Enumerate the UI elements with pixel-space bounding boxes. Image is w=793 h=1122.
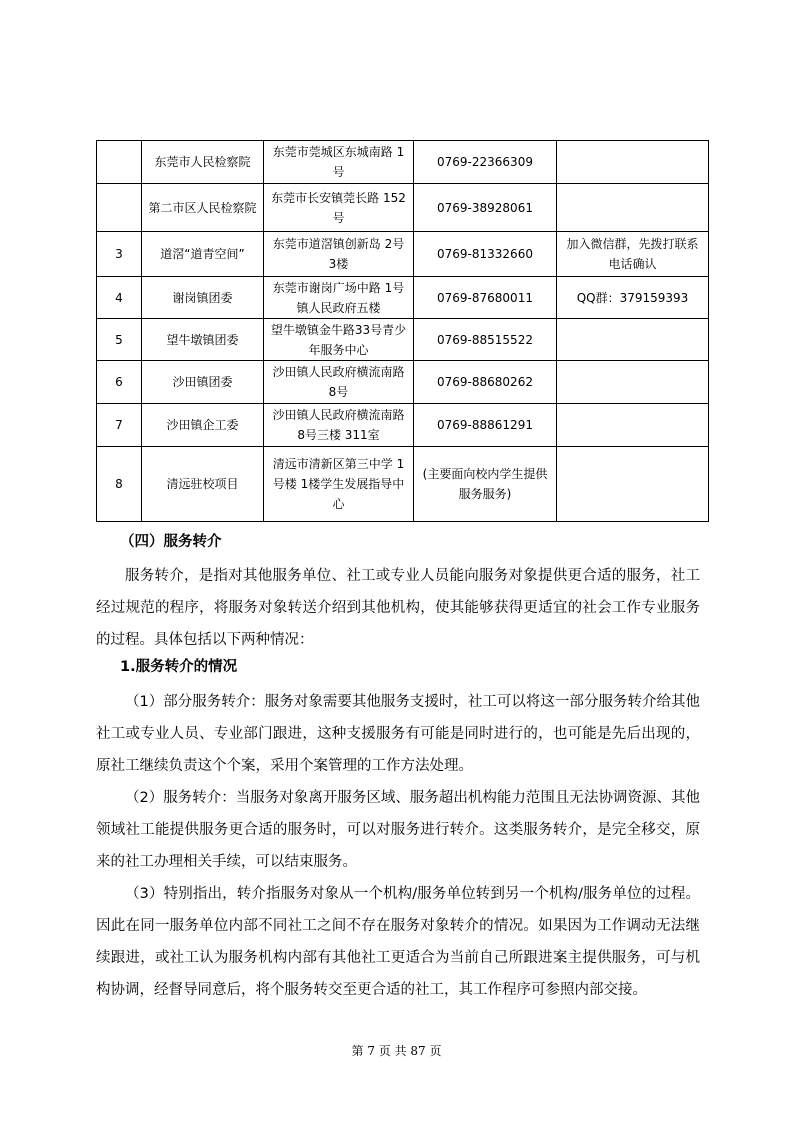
org-address: 东莞市道滘镇创新岛 2号 3楼: [264, 232, 414, 277]
table-row: [97, 404, 709, 447]
paragraph-full-referral: （2）服务转介：当服务对象离开服务区域、服务超出机构能力范围且无法协调资源、其他领域社工能提供服务更合适的服务时，可以对服务进行转介。这类服务转介，是完全移交，原来的社工办理相关手续，可以结束服务。: [96, 790, 700, 870]
org-phone: 0769-81332660: [414, 232, 557, 277]
org-note: [557, 404, 709, 447]
org-address: 东莞市莞城区东城南路 1号: [264, 141, 414, 184]
org-phone: 0769-88515522: [414, 319, 557, 361]
paragraph-partial-referral: （1）部分服务转介：服务对象需要其他服务支援时，社工可以将这一部分服务转介给其他社工或专业人员、专业部门跟进，这种支援服务有可能是同时进行的，也可能是先后出现的，原社工继续负责这个个案，采用个案管理的工作方法处理。: [96, 694, 700, 774]
org-note: QQ群：379159393: [557, 277, 709, 319]
row-number: 8: [97, 447, 142, 522]
organization-table: [96, 140, 709, 522]
org-name: 清远驻校项目: [142, 447, 264, 522]
org-name: 东莞市人民检察院: [142, 141, 264, 184]
org-address: 沙田镇人民政府横流南路 8号: [264, 361, 414, 404]
org-note: [557, 319, 709, 361]
org-note: [557, 361, 709, 404]
org-name: 望牛墩镇团委: [142, 319, 264, 361]
row-number: 5: [97, 319, 142, 361]
org-phone: (主要面向校内学生提供服务服务): [414, 447, 557, 522]
paragraph-special-note: （3）特别指出，转介指服务对象从一个机构/服务单位转到另一个机构/服务单位的过程。因此在同一服务单位内部不同社工之间不存在服务对象转介的情况。如果因为工作调动无法继续跟进，或社工认为服务机构内部有其他社工更适合为当前自己所跟进案主提供服务，可与机构协调，经督导同意后，将个服务转交至更合适的社工，其工作程序可参照内部交接。: [96, 886, 700, 998]
org-address: 东莞市谢岗广场中路 1号镇人民政府五楼: [264, 277, 414, 319]
org-address: 东莞市长安镇莞长路 152号: [264, 184, 414, 232]
org-address: 沙田镇人民政府横流南路 8号三楼 311室: [264, 404, 414, 447]
table-row: [97, 184, 709, 232]
org-note: 加入微信群，先拨打联系电话确认: [557, 232, 709, 277]
table-row: [97, 277, 709, 319]
org-address: 望牛墩镇金牛路33号青少年服务中心: [264, 319, 414, 361]
row-number: 3: [97, 232, 142, 277]
org-phone: 0769-22366309: [414, 141, 557, 184]
org-phone: 0769-87680011: [414, 277, 557, 319]
org-name: 沙田镇企工委: [142, 404, 264, 447]
org-phone: 0769-38928061: [414, 184, 557, 232]
org-note: [557, 184, 709, 232]
table-row: [97, 361, 709, 404]
section-heading: （四）服务转介: [120, 534, 222, 550]
org-phone: 0769-88680262: [414, 361, 557, 404]
table-row: [97, 319, 709, 361]
org-name: 谢岗镇团委: [142, 277, 264, 319]
table-row: [97, 447, 709, 522]
org-note: [557, 141, 709, 184]
org-phone: 0769-88861291: [414, 404, 557, 447]
org-name: 道滘“道青空间”: [142, 232, 264, 277]
row-number: 4: [97, 277, 142, 319]
org-name: 沙田镇团委: [142, 361, 264, 404]
org-note: [557, 447, 709, 522]
row-number: [97, 141, 142, 184]
page-number-footer: 第 7 页 共 87 页: [351, 1044, 442, 1058]
table-row: [97, 141, 709, 184]
row-number: 7: [97, 404, 142, 447]
row-number: 6: [97, 361, 142, 404]
subsection-heading: 1.服务转介的情况: [120, 659, 238, 675]
row-number: [97, 184, 142, 232]
intro-paragraph: 服务转介，是指对其他服务单位、社工或专业人员能向服务对象提供更合适的服务，社工经过规范的程序，将服务对象转送介绍到其他机构，使其能够获得更适宜的社会工作专业服务的过程。具体包括以下两种情况：: [96, 568, 700, 648]
org-name: 第二市区人民检察院: [142, 184, 264, 232]
org-address: 清远市清新区第三中学 1号楼 1楼学生发展指导中心: [264, 447, 414, 522]
table-row: [97, 232, 709, 277]
